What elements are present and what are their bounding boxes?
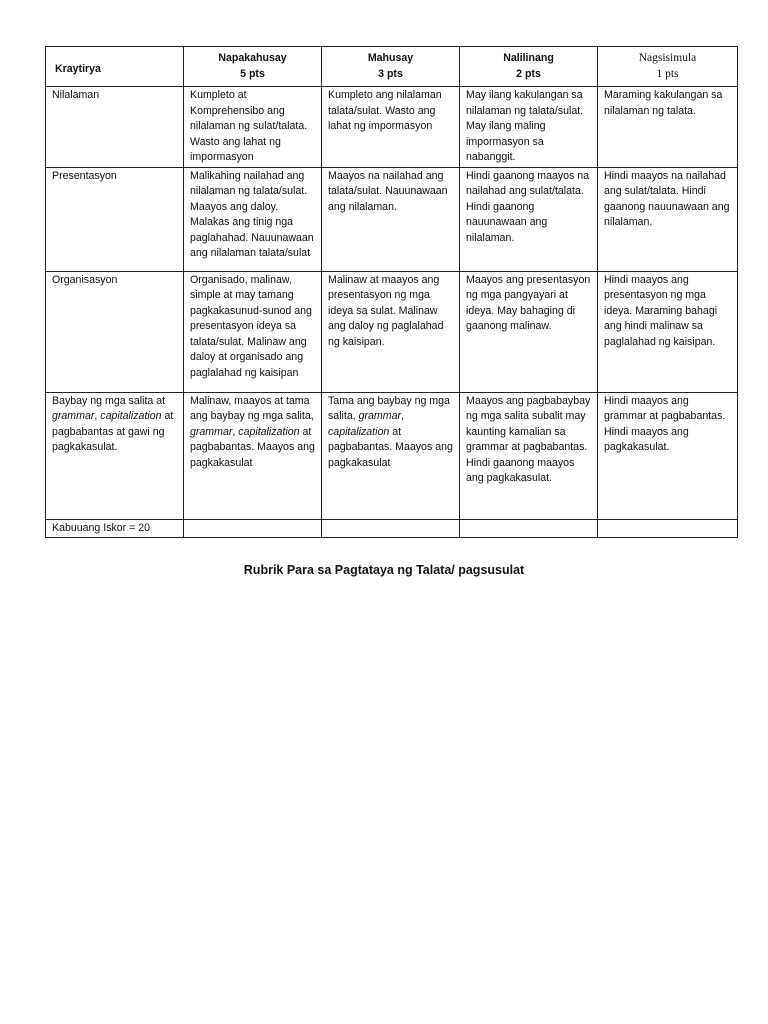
cell-text: , — [401, 410, 404, 422]
table-cell: May ilang kakulangan sa nilalaman ng talata/sulat. May ilang maling impormasyon sa nabanggit. — [460, 87, 598, 168]
table-cell: Organisado, malinaw, simple at may tamang pagkakasunud-sunod ang presentasyon ideya sa talata/sulat. Malinaw ang daloy at organisado ang paglalahad ng kaisipan — [184, 271, 322, 392]
criterion-organisasyon: Organisasyon — [46, 271, 184, 392]
level-header-nalilinang — [460, 47, 598, 87]
cell-text: , — [232, 425, 239, 438]
table-cell-empty — [598, 519, 738, 538]
table-cell-empty — [184, 519, 322, 538]
level-header-napakahusay — [184, 47, 322, 87]
level-points: 2 pts — [516, 67, 541, 80]
table-row — [46, 87, 738, 168]
table-cell: Maraming kakulangan sa nilalaman ng talata. — [598, 87, 738, 168]
criterion-text: , — [94, 410, 101, 422]
table-cell — [322, 392, 460, 519]
table-row — [46, 392, 738, 519]
criterion-nilalaman: Nilalaman — [46, 87, 184, 168]
level-points: 5 pts — [240, 67, 265, 80]
level-name: Napakahusay — [218, 52, 287, 64]
table-cell: Maayos ang pagbabaybay ng mga salita subalit may kaunting kamalian sa grammar at pagbabantas. Hindi gaanong maayos ang pagkakasulat. — [460, 392, 598, 519]
cell-text-italic: capitalization — [238, 425, 300, 438]
level-header-nagsisimula — [598, 47, 738, 87]
rubric-caption: Rubrik Para sa Pagtataya ng Talata/ pagsusulat — [243, 563, 525, 577]
total-row — [46, 519, 738, 538]
table-header-row — [46, 47, 738, 87]
total-score-label: Kabuuang Iskor = 20 — [46, 519, 184, 538]
table-cell: Hindi gaanong maayos na nailahad ang sulat/talata. Hindi gaanong nauunawaan ang nilalaman. — [460, 167, 598, 271]
table-row — [46, 167, 738, 271]
table-cell: Kumpleto at Komprehensibo ang nilalaman ng sulat/talata. Wasto ang lahat ng impormasyon — [184, 87, 322, 168]
criterion-baybay — [46, 392, 184, 519]
criterion-text: at pagbabantas at gawi ng pagkakasulat. — [52, 410, 174, 453]
table-cell: Malinaw at maayos ang presentasyon ng mga ideya sa sulat. Malinaw ang daloy ng paglalahad ng kaisipan. — [322, 271, 460, 392]
level-name: Nalilinang — [503, 52, 554, 64]
table-cell: Hindi maayos ang presentasyon ng mga ideya. Maraming bahagi ang hindi malinaw sa paglalahad ng kaisipan. — [598, 271, 738, 392]
level-name: Nagsisimula — [638, 52, 697, 64]
table-cell: Maayos na nailahad ang talata/sulat. Nauunawaan ang nilalaman. — [322, 167, 460, 271]
criterion-text-italic: capitalization — [100, 410, 162, 422]
table-cell: Maayos ang presentasyon ng mga pangyayari at ideya. May bahaging di gaanong malinaw. — [460, 271, 598, 392]
cell-text-italic: capitalization — [328, 425, 390, 438]
level-points: 3 pts — [378, 67, 403, 80]
cell-text-italic: grammar — [190, 425, 233, 438]
table-cell-empty — [322, 519, 460, 538]
table-cell — [184, 392, 322, 519]
level-points: 1 pts — [656, 67, 679, 80]
table-cell: Malikahing nailahad ang nilalaman ng talata/sulat. Maayos ang daloy. Malakas ang tinig nga paglahahad. Nauunawaan ang nilalaman talata/sulat — [184, 167, 322, 271]
criterion-presentasyon: Presentasyon — [46, 167, 184, 271]
criterion-text-italic: grammar — [52, 410, 95, 422]
rubric-table — [45, 46, 738, 538]
table-cell: Hindi maayos ang grammar at pagbabantas. Hindi maayos ang pagkakasulat. — [598, 392, 738, 519]
criterion-text: Baybay ng mga salita at — [52, 394, 166, 407]
table-cell: Hindi maayos na nailahad ang sulat/talata. Hindi gaanong nauunawaan ang nilalaman. — [598, 167, 738, 271]
cell-text: Tama ang baybay ng mga salita, — [328, 394, 450, 422]
table-row — [46, 271, 738, 392]
cell-text-italic: grammar — [358, 410, 402, 422]
table-cell-empty — [460, 519, 598, 538]
cell-text: at pagbabantas. Maayos ang pagkakasulat — [190, 425, 315, 469]
criteria-header: Kraytirya — [46, 47, 184, 87]
level-name: Mahusay — [367, 52, 414, 64]
cell-text: at pagbabantas. Maayos ang pagkakasulat — [328, 425, 453, 469]
table-cell: Kumpleto ang nilalaman talata/sulat. Wasto ang lahat ng impormasyon — [322, 87, 460, 168]
cell-text: Malinaw, maayos at tama ang baybay ng mga salita, — [190, 394, 314, 422]
level-header-mahusay — [322, 47, 460, 87]
